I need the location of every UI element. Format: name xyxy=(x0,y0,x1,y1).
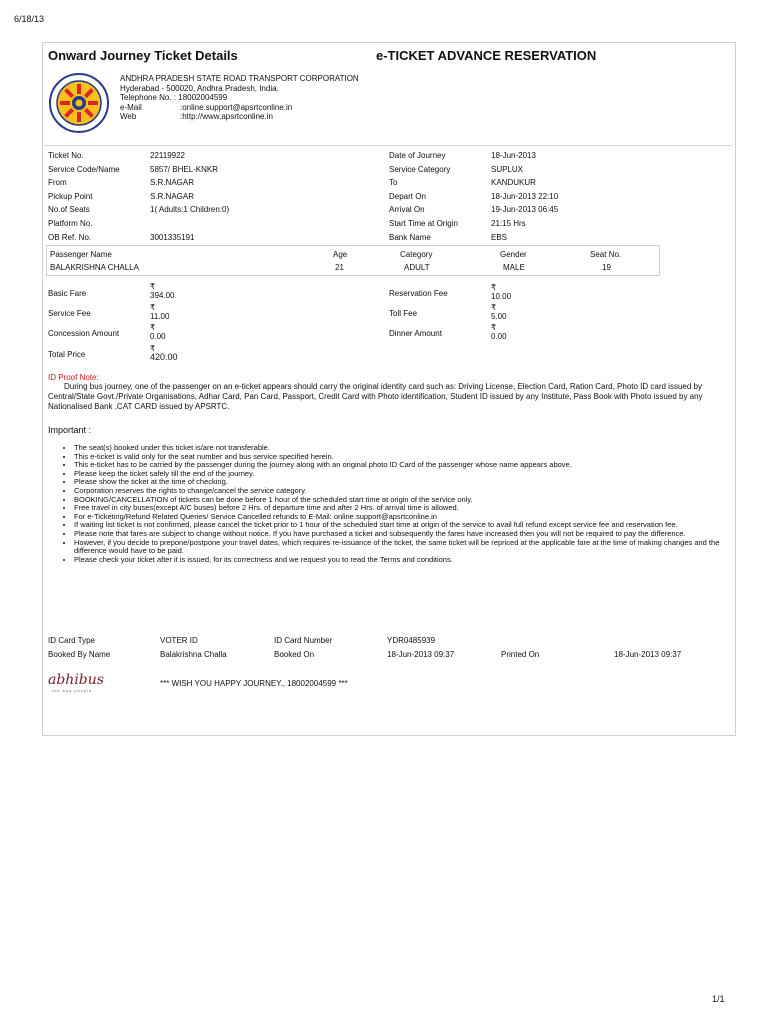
eticket-title: e-TICKET ADVANCE RESERVATION xyxy=(376,48,597,63)
label-platform-no: Platform No. xyxy=(48,218,93,228)
booked-by-value: Balakrishna Challa xyxy=(160,650,227,659)
label-date-of-journey: Date of Journey xyxy=(389,151,446,160)
value-arrival-on: 19-Jun-2013 06:45 xyxy=(491,205,559,215)
divider xyxy=(44,145,732,146)
value-platform-no xyxy=(150,219,229,233)
total-price-value: 420.00 xyxy=(150,352,178,362)
ticket-left-labels xyxy=(48,151,120,246)
td-category: ADULT xyxy=(404,263,430,272)
wish-message: *** WISH YOU HAPPY JOURNEY., 18002004599 *** xyxy=(160,679,348,688)
value-pickup-point: S.R.NAGAR xyxy=(150,191,195,201)
service-fee xyxy=(150,304,169,321)
concession-value: 0.00 xyxy=(150,332,166,341)
value-start-time: 21:15 Hrs xyxy=(491,218,526,228)
basic-fare-label: Basic Fare xyxy=(48,289,87,298)
id-card-type-label: ID Card Type xyxy=(48,636,95,645)
value-service-code: 5857/ BHEL-KNKR xyxy=(150,164,219,174)
important-title: Important : xyxy=(48,425,92,435)
concession-label: Concession Amount xyxy=(48,329,120,338)
list-item: • The seat(s) booked under this ticket is/are not transferable. xyxy=(74,444,734,453)
label-ticket-no: Ticket No. xyxy=(48,151,84,160)
th-seat-no: Seat No. xyxy=(590,250,622,259)
id-proof-title: ID Proof Note: xyxy=(48,373,99,382)
list-item: • Corporation reserves the rights to change/cancel the service category. xyxy=(74,487,734,496)
journey-title: Onward Journey Ticket Details xyxy=(48,48,238,63)
dinner-amount xyxy=(491,324,507,341)
value-from: S.R.NAGAR xyxy=(150,178,195,188)
ticket-left-values xyxy=(150,151,229,246)
label-no-of-seats: No.of Seats xyxy=(48,205,90,215)
value-depart-on: 18-Jun-2013 22:10 xyxy=(491,191,559,201)
td-gender: MALE xyxy=(503,263,525,272)
rupee-icon: ₹ xyxy=(150,323,156,332)
value-no-of-seats: 1( Adults:1 Children:0) xyxy=(150,205,230,215)
rupee-icon: ₹ xyxy=(150,282,156,291)
email-label: e-Mail xyxy=(120,102,142,112)
rupee-icon: ₹ xyxy=(491,283,497,292)
value-bank-name: EBS xyxy=(491,232,508,242)
page-number: 1/1 xyxy=(712,994,725,1004)
label-to: To xyxy=(389,178,398,188)
td-seat-no: 19 xyxy=(602,263,611,272)
dinner-amount-value: 0.00 xyxy=(491,332,507,341)
ticket-right-values xyxy=(491,151,558,246)
print-date: 6/18/13 xyxy=(14,14,45,24)
printed-on-value: 18-Jun-2013 09:37 xyxy=(614,650,682,659)
web-value[interactable]: :http://www.apsrtconline.in xyxy=(180,112,273,121)
list-item: • BOOKING/CANCELLATION of tickets can be done before 1 hour of the scheduled start time at origin of the service only. xyxy=(74,496,734,505)
id-card-type-value: VOTER ID xyxy=(160,636,198,645)
th-age: Age xyxy=(333,250,348,259)
id-card-number-label: ID Card Number xyxy=(274,636,333,645)
list-item: • Please note that fares are subject to change without notice. If you have purchased a ticket and subsequently the fares have increased then you will not be required to pay the difference. xyxy=(74,530,734,539)
service-fee-value: 11.00 xyxy=(150,312,170,321)
reservation-fee-value: 10.00 xyxy=(491,292,512,301)
label-depart-on: Depart On xyxy=(389,191,426,201)
td-age: 21 xyxy=(335,263,344,272)
label-arrival-on: Arrival On xyxy=(389,205,425,215)
abhibus-tagline: the bus people xyxy=(52,688,93,693)
value-service-category: SUPLUX xyxy=(491,164,524,174)
important-list xyxy=(62,444,734,564)
value-date-of-journey: 18-Jun-2013 xyxy=(491,151,536,160)
label-pickup-point: Pickup Point xyxy=(48,191,93,201)
label-from: From xyxy=(48,178,67,188)
th-gender: Gender xyxy=(500,250,527,259)
value-ticket-no: 22119922 xyxy=(150,151,185,160)
corporation-details xyxy=(120,74,359,122)
rupee-icon: ₹ xyxy=(150,303,156,312)
concession xyxy=(150,324,166,341)
toll-fee-value: 5.00 xyxy=(491,312,507,321)
booked-on-label: Booked On xyxy=(274,650,315,659)
corporation-name: ANDHRA PRADESH STATE ROAD TRANSPORT CORPORATION xyxy=(120,74,359,83)
list-item: • This e-ticket is valid only for the seat number and bus service specified herein. xyxy=(74,453,734,462)
basic-fare xyxy=(150,283,174,300)
booked-on-value: 18-Jun-2013 09:37 xyxy=(387,650,455,659)
id-card-number-value: YDR0485939 xyxy=(387,636,436,645)
apsrtc-logo-icon xyxy=(48,72,110,134)
toll-fee xyxy=(491,304,507,321)
label-bank-name: Bank Name xyxy=(389,232,431,242)
label-ob-ref: OB Ref. No. xyxy=(48,232,92,242)
id-proof-body: During bus journey, one of the passenger on an e-ticket appears should carry the original identity card such as: Driving License, Election Card, Ration Card, Photo ID card issued by Central/State Govt./Private Organisations, Adhar Card, Pan Card, Passport, Credit Card with Photo identification, Student ID issued by any Institute, Pass Book with Photo issued by any Nationalised Bank ,CAT CARD issued by APSRTC. xyxy=(48,382,703,411)
list-item: • This e-ticket has to be carried by the passenger during the journey along with an original photo ID Card of the passenger whose name appears above. xyxy=(74,461,734,470)
list-item: • Please check your ticket after it is issued, for its correctness and we request you to read the Terms and conditions. xyxy=(74,556,734,565)
th-passenger-name: Passenger Name xyxy=(50,250,112,259)
basic-fare-value: 394.00 xyxy=(150,291,175,300)
th-category: Category xyxy=(400,250,433,259)
id-proof-note xyxy=(48,382,720,412)
reservation-fee xyxy=(491,284,511,301)
corporation-telephone: Telephone No. : 18002004599 xyxy=(120,93,228,102)
email-value[interactable]: :online.support@apsrtconline.in xyxy=(180,102,293,112)
value-to: KANDUKUR xyxy=(491,178,536,188)
rupee-icon: ₹ xyxy=(491,323,497,332)
label-service-code: Service Code/Name xyxy=(48,164,120,174)
total-price-label: Total Price xyxy=(48,350,86,359)
ticket-right-labels xyxy=(389,151,458,246)
list-item: • Free travel in city buses(except A/C buses) before 2 Hrs. of departure time and after 2 Hrs. of arrival time is allowed. xyxy=(74,504,734,513)
abhibus-logo: abhibus xyxy=(48,672,104,688)
td-passenger-name: BALAKRISHNA CHALLA xyxy=(50,263,139,272)
rupee-icon: ₹ xyxy=(150,344,156,353)
total-price xyxy=(150,345,178,362)
list-item: • However, if you decide to prepone/postpone your travel dates, which requires re-issuance of the ticket, the same ticket will be repriced at the applicable fare at the time of making changes and the difference would have to be paid. xyxy=(74,539,734,556)
toll-fee-label: Toll Fee xyxy=(389,309,418,318)
dinner-amount-label: Dinner Amount xyxy=(389,329,442,338)
list-item: • Please keep the ticket safely till the end of the journey. xyxy=(74,470,734,479)
reservation-fee-label: Reservation Fee xyxy=(389,289,448,298)
list-item: • For e-Ticketing/Refund Related Queries/ Service Cancelled refunds to E-Mail: online.support@apsrtconline.in xyxy=(74,513,734,522)
rupee-icon: ₹ xyxy=(491,303,497,312)
booked-by-label: Booked By Name xyxy=(48,650,111,659)
corporation-address: Hyderabad - 500020, Andhra Pradesh, India. xyxy=(120,83,279,93)
list-item: • If waiting list ticket is not confirmed, please cancel the ticket prior to 1 hour of the scheduled start time at origin of the service to avail full refund except service fee and reservation fee. xyxy=(74,521,734,530)
web-label: Web xyxy=(120,112,137,121)
label-service-category: Service Category xyxy=(389,164,451,174)
printed-on-label: Printed On xyxy=(501,650,540,659)
service-fee-label: Service Fee xyxy=(48,309,91,318)
list-item: • Please show the ticket at the time of checking. xyxy=(74,478,734,487)
label-start-time: Start Time at Origin xyxy=(389,218,458,228)
value-ob-ref: 3001335191 xyxy=(150,232,195,242)
